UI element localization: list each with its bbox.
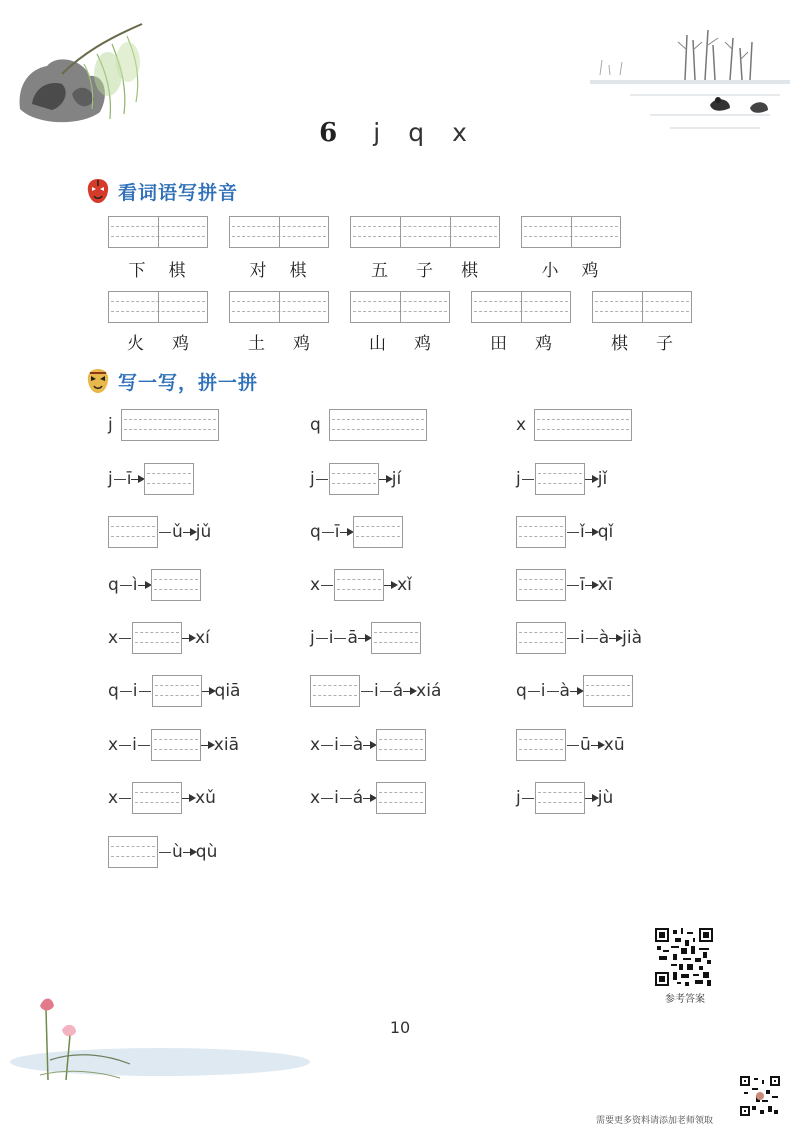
word-item: 田 鸡 [490, 334, 554, 354]
answer-box[interactable] [516, 729, 566, 761]
exercise-item: x i à [310, 728, 426, 762]
answer-box[interactable] [151, 569, 201, 601]
title-letter-j: j [373, 118, 381, 147]
pinyin-box[interactable] [108, 216, 208, 248]
qr-code-small-icon[interactable] [740, 1076, 780, 1116]
exercise-item: x xí [108, 621, 210, 655]
opera-mask-red-icon [86, 178, 110, 204]
answer-box[interactable] [376, 782, 426, 814]
pinyin-box[interactable] [108, 291, 208, 323]
section-heading-spell [86, 366, 258, 396]
ink-painting-lotus-water [10, 990, 310, 1090]
exercise-item: i à jià [516, 621, 642, 655]
exercise-item: x xǐ [310, 568, 412, 602]
arrow-icon [585, 479, 597, 480]
word-item: 对 棋 [249, 261, 309, 281]
exercise-item: ū xū [516, 728, 625, 762]
title-letter-q: q [408, 118, 425, 147]
exercise-item: j i ā [310, 621, 421, 655]
answer-box[interactable] [334, 569, 384, 601]
section-title: 写一写，拼一拼 [118, 371, 259, 394]
footer-note: 需要更多资料请添加老师领取 [596, 1116, 714, 1126]
arrow-icon [585, 798, 597, 799]
exercise-item: q [310, 408, 427, 442]
arrow-icon [403, 691, 415, 692]
exercise-item: q i à [516, 674, 633, 708]
answer-box[interactable] [144, 463, 194, 495]
arrow-icon [202, 691, 214, 692]
exercise-item: j ī [108, 462, 194, 496]
answer-box[interactable] [535, 463, 585, 495]
word-item: 火 鸡 [127, 334, 191, 354]
answer-box[interactable] [516, 569, 566, 601]
exercise-item: ù qù [108, 835, 217, 869]
exercise-item: ī xī [516, 568, 613, 602]
pinyin-box[interactable] [592, 291, 692, 323]
word-item: 土 鸡 [248, 334, 312, 354]
arrow-icon [182, 798, 194, 799]
pinyin-box[interactable] [471, 291, 571, 323]
exercise-item: i á xiá [310, 674, 441, 708]
answer-box[interactable] [516, 516, 566, 548]
arrow-icon [201, 745, 213, 746]
exercise-item: x i xiā [108, 728, 239, 762]
exercise-item: j jù [516, 781, 613, 815]
answer-box[interactable] [151, 729, 201, 761]
arrow-icon [182, 638, 194, 639]
answer-box[interactable] [516, 622, 566, 654]
exercise-item: q ì [108, 568, 201, 602]
arrow-icon [131, 479, 143, 480]
pinyin-box[interactable] [521, 216, 621, 248]
answer-box[interactable] [376, 729, 426, 761]
pinyin-box[interactable] [350, 216, 500, 248]
title-letter-x: x [452, 118, 467, 147]
pinyin-box[interactable] [229, 291, 329, 323]
qr-code-icon[interactable] [655, 928, 713, 986]
answer-box[interactable] [534, 409, 632, 441]
ink-painting-rock-willow [12, 14, 162, 134]
arrow-icon [384, 585, 396, 586]
exercise-item: j [108, 408, 219, 442]
answer-box[interactable] [583, 675, 633, 707]
arrow-icon [183, 852, 195, 853]
answer-box[interactable] [132, 782, 182, 814]
arrow-icon [609, 638, 621, 639]
arrow-icon [591, 745, 603, 746]
exercise-item: x i á [310, 781, 426, 815]
page-number: 10 [389, 1018, 411, 1037]
answer-box[interactable] [329, 463, 379, 495]
arrow-icon [363, 798, 375, 799]
exercise-item: j jí [310, 462, 401, 496]
exercise-item: j jǐ [516, 462, 607, 496]
answer-box[interactable] [353, 516, 403, 548]
section-heading-words [86, 176, 238, 206]
answer-box[interactable] [108, 836, 158, 868]
opera-mask-gold-icon [86, 368, 110, 394]
answer-box[interactable] [152, 675, 202, 707]
arrow-icon [379, 479, 391, 480]
exercise-item: q ī [310, 515, 403, 549]
word-item: 小 鸡 [541, 261, 601, 281]
word-item: 五 子 棋 [371, 261, 480, 281]
answer-box[interactable] [108, 516, 158, 548]
word-item: 山 鸡 [369, 334, 433, 354]
arrow-icon [585, 532, 597, 533]
word-item: 棋 子 [611, 334, 675, 354]
section-title: 看词语写拼音 [118, 181, 239, 204]
answer-box[interactable] [371, 622, 421, 654]
pinyin-box[interactable] [229, 216, 329, 248]
lesson-number: 6 [319, 118, 338, 148]
answer-box[interactable] [535, 782, 585, 814]
arrow-icon [363, 745, 375, 746]
arrow-icon [585, 585, 597, 586]
answer-box[interactable] [310, 675, 360, 707]
qr-caption: 参考答案 [665, 994, 705, 1005]
exercise-item: ǔ jǔ [108, 515, 211, 549]
arrow-icon [340, 532, 352, 533]
exercise-item: x [516, 408, 632, 442]
answer-box[interactable] [132, 622, 182, 654]
pinyin-box[interactable] [350, 291, 450, 323]
answer-box[interactable] [329, 409, 427, 441]
lesson-title [0, 118, 800, 148]
arrow-icon [183, 532, 195, 533]
exercise-item: x xǔ [108, 781, 216, 815]
arrow-icon [570, 691, 582, 692]
answer-box[interactable] [121, 409, 219, 441]
exercise-item: q i qiā [108, 674, 240, 708]
arrow-icon [358, 638, 370, 639]
exercise-item: ǐ qǐ [516, 515, 613, 549]
arrow-icon [138, 585, 150, 586]
word-item: 下 棋 [128, 261, 188, 281]
